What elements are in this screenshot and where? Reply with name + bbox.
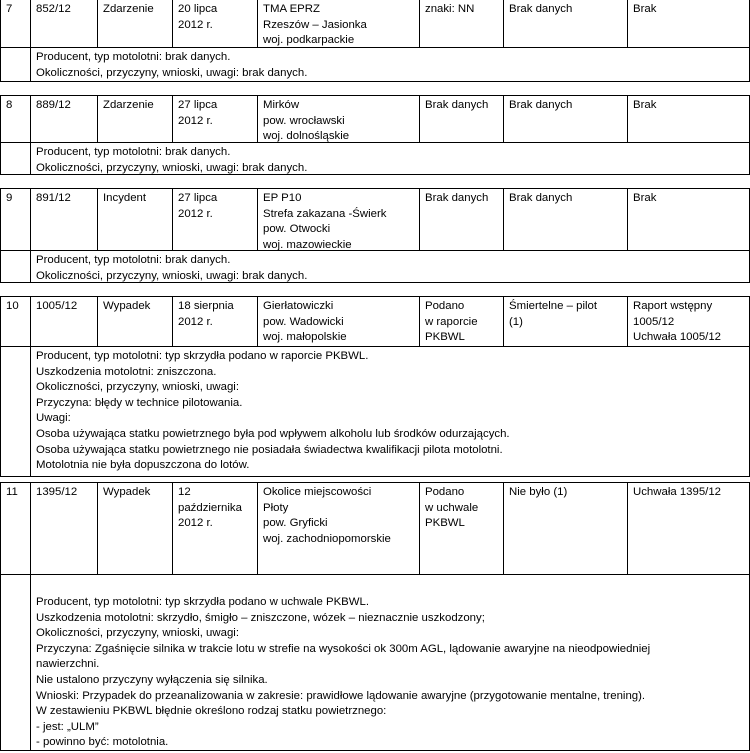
row-number-span [0, 142, 31, 175]
row-number-span [0, 574, 31, 751]
cell-event-date-line: 2012 r. [178, 315, 213, 328]
details-cell-line: Okoliczności, przyczyny, wnioski, uwagi: [36, 381, 239, 394]
cell-row-number-line: 10 [6, 300, 19, 312]
cell-case-number-line: 852/12 [36, 3, 71, 15]
details-cell-line: Osoba używająca statku powietrznego nie posiadała świadectwa kwalifikacji pilota motolotni. [36, 443, 503, 456]
cell-event-type [97, 95, 173, 143]
cell-aircraft-info-line: w uchwale [425, 501, 479, 514]
cell-event-location-line: Okolice miejscowości [263, 486, 372, 498]
cell-aircraft-info [419, 482, 504, 575]
cell-event-type [97, 482, 173, 575]
details-cell [30, 47, 750, 82]
details-cell [30, 346, 750, 477]
cell-event-date-line: października [178, 501, 242, 514]
cell-pkbwl-document-line: Raport wstępny [633, 300, 713, 312]
cell-aircraft-info-line: w raporcie [425, 315, 478, 328]
cell-event-date-line: 2012 r. [178, 114, 213, 127]
cell-event-type-line: Incydent [103, 192, 147, 204]
cell-injuries-line: Brak danych [509, 192, 573, 204]
details-cell-line: Okoliczności, przyczyny, wnioski, uwagi: [36, 627, 239, 640]
cell-case-number [30, 482, 98, 575]
cell-event-date [172, 188, 258, 251]
details-cell-line: Producent, typ motolotni: brak danych. [36, 254, 231, 266]
cell-event-date-line: 12 [178, 486, 191, 498]
cell-aircraft-info-line: Podano [425, 300, 465, 312]
cell-injuries [503, 188, 628, 251]
cell-row-number-line: 8 [6, 99, 13, 111]
cell-event-date-line: 2012 r. [178, 18, 213, 31]
cell-event-location-line: pow. Gryficki [263, 517, 328, 530]
cell-event-location [257, 482, 420, 575]
details-cell-line: Uszkodzenia motolotni: zniszczona. [36, 365, 217, 378]
cell-event-location [257, 188, 420, 251]
cell-injuries-line: Śmiertelne – pilot [509, 300, 598, 312]
cell-pkbwl-document [627, 95, 750, 143]
details-cell-line: nawierzchni. [36, 658, 100, 671]
cell-injuries-line: Brak danych [509, 3, 573, 15]
cell-event-location [257, 296, 420, 347]
cell-aircraft-info [419, 95, 504, 143]
cell-event-date-line: 2012 r. [178, 207, 213, 220]
cell-event-date-line: 27 lipca [178, 99, 218, 111]
cell-event-location-line: woj. dolnośląskie [263, 130, 350, 143]
cell-case-number-line: 889/12 [36, 99, 71, 111]
cell-pkbwl-document [627, 482, 750, 575]
details-cell-line: Producent, typ motolotni: typ skrzydła podano w uchwale PKBWL. [36, 596, 370, 608]
cell-event-location-line: EP P10 [263, 192, 302, 204]
cell-event-date [172, 0, 258, 48]
details-cell-line: Motolotnia nie była dopuszczona do lotów. [36, 459, 250, 472]
details-cell-line: Przyczyna: Zgaśnięcie silnika w trakcie lotu w strefie na wysokości ok 300m AGL, lądowanie awaryjne na nieodpowiedniej [36, 642, 651, 655]
cell-injuries-line: (1) [509, 315, 523, 328]
cell-event-date-line: 18 sierpnia [178, 300, 234, 312]
cell-case-number-line: 1005/12 [36, 300, 78, 312]
cell-event-location-line: Płoty [263, 501, 289, 514]
details-cell [30, 142, 750, 175]
cell-pkbwl-document-line: Brak [633, 99, 657, 111]
cell-event-type-line: Wypadek [103, 486, 151, 498]
cell-event-date [172, 95, 258, 143]
cell-event-location [257, 0, 420, 48]
cell-event-location-line: woj. małopolskie [263, 331, 347, 344]
cell-pkbwl-document [627, 188, 750, 251]
cell-aircraft-info [419, 0, 504, 48]
cell-event-type-line: Zdarzenie [103, 99, 154, 111]
cell-pkbwl-document-line: 1005/12 [633, 315, 675, 328]
cell-event-date-line: 27 lipca [178, 192, 218, 204]
cell-aircraft-info [419, 296, 504, 347]
cell-aircraft-info-line: Podano [425, 486, 465, 498]
cell-pkbwl-document-line: Uchwała 1395/12 [633, 486, 722, 498]
cell-event-location-line: pow. Otwocki [263, 223, 331, 236]
cell-event-location-line: woj. podkarpackie [263, 34, 355, 47]
cell-pkbwl-document-line: Brak [633, 3, 657, 15]
row-number-span [0, 250, 31, 283]
details-cell-line: Nie ustalono przyczyny wyłączenia się silnika. [36, 673, 268, 686]
cell-aircraft-info-line: Brak danych [425, 192, 489, 204]
details-cell-line: Okoliczności, przyczyny, wnioski, uwagi: brak danych. [36, 269, 308, 282]
cell-case-number [30, 296, 98, 347]
cell-row-number [0, 188, 31, 251]
cell-event-date [172, 482, 258, 575]
cell-aircraft-info-line: PKBWL [425, 517, 465, 530]
cell-aircraft-info-line: PKBWL [425, 331, 465, 344]
cell-row-number-line: 11 [6, 486, 18, 498]
cell-case-number-line: 1395/12 [36, 486, 78, 498]
cell-injuries [503, 95, 628, 143]
cell-event-type-line: Zdarzenie [103, 3, 154, 15]
details-cell-line: Okoliczności, przyczyny, wnioski, uwagi: brak danych. [36, 161, 308, 174]
details-cell-line: Okoliczności, przyczyny, wnioski, uwagi: brak danych. [36, 66, 308, 79]
cell-event-date [172, 296, 258, 347]
cell-event-date-line: 2012 r. [178, 517, 213, 530]
cell-pkbwl-document [627, 296, 750, 347]
cell-row-number-line: 7 [6, 3, 13, 15]
cell-pkbwl-document-line: Uchwała 1005/12 [633, 331, 722, 344]
cell-row-number [0, 0, 31, 48]
row-number-span [0, 47, 31, 82]
cell-pkbwl-document [627, 0, 750, 48]
cell-aircraft-info [419, 188, 504, 251]
cell-event-location-line: pow. wrocławski [263, 114, 345, 127]
cell-injuries-line: Brak danych [509, 99, 573, 111]
cell-injuries [503, 296, 628, 347]
cell-row-number-line: 9 [6, 192, 13, 204]
cell-event-location-line: Mirków [263, 99, 300, 111]
cell-case-number [30, 95, 98, 143]
details-cell-line: - jest: „ULM” [36, 720, 99, 733]
details-cell-line: Uszkodzenia motolotni: skrzydło, śmigło – zniszczone, wózek – nieznacznie uszkodzony; [36, 611, 485, 624]
cell-aircraft-info-line: Brak danych [425, 99, 489, 111]
cell-event-location-line: TMA EPRZ [263, 3, 320, 15]
cell-event-type [97, 0, 173, 48]
cell-event-location-line: woj. mazowieckie [263, 238, 352, 251]
cell-event-type [97, 188, 173, 251]
details-cell-line: - powinno być: motolotnia. [36, 736, 169, 749]
cell-event-location-line: Rzeszów – Jasionka [263, 18, 367, 31]
details-cell-line: Osoba używająca statku powietrznego była pod wpływem alkoholu lub środków odurzających. [36, 427, 510, 440]
details-cell-line: Uwagi: [36, 412, 71, 425]
details-cell-line: W zestawieniu PKBWL błędnie określono rodzaj statku powietrznego: [36, 705, 387, 718]
details-cell-line: Wnioski: Przypadek do przeanalizowania w zakresie: prawidłowe lądowanie awaryjne (przygotowanie mentalne, trening). [36, 689, 646, 702]
cell-injuries [503, 0, 628, 48]
cell-event-location [257, 95, 420, 143]
details-cell-line: Producent, typ motolotni: brak danych. [36, 146, 231, 158]
cell-case-number [30, 188, 98, 251]
row-number-span [0, 346, 31, 477]
cell-aircraft-info-line: znaki: NN [425, 3, 475, 15]
details-cell [30, 250, 750, 283]
details-cell-line: Producent, typ motolotni: typ skrzydła podano w raporcie PKBWL. [36, 350, 369, 362]
cell-event-location-line: Gierłatowiczki [263, 300, 334, 312]
details-cell-line: Przyczyna: błędy w technice pilotowania. [36, 396, 243, 409]
cell-event-location-line: woj. zachodniopomorskie [263, 532, 391, 545]
cell-pkbwl-document-line: Brak [633, 192, 657, 204]
cell-row-number [0, 296, 31, 347]
cell-injuries [503, 482, 628, 575]
cell-case-number-line: 891/12 [36, 192, 71, 204]
cell-row-number [0, 482, 31, 575]
cell-event-type [97, 296, 173, 347]
cell-event-location-line: pow. Wadowicki [263, 315, 344, 328]
details-cell [30, 574, 750, 751]
details-cell-line: Producent, typ motolotni: brak danych. [36, 51, 231, 63]
cell-case-number [30, 0, 98, 48]
cell-event-date-line: 20 lipca [178, 3, 218, 15]
cell-row-number [0, 95, 31, 143]
cell-event-location-line: Strefa zakazana -Świerk [263, 207, 387, 220]
cell-event-type-line: Wypadek [103, 300, 151, 312]
cell-injuries-line: Nie było (1) [509, 486, 568, 498]
